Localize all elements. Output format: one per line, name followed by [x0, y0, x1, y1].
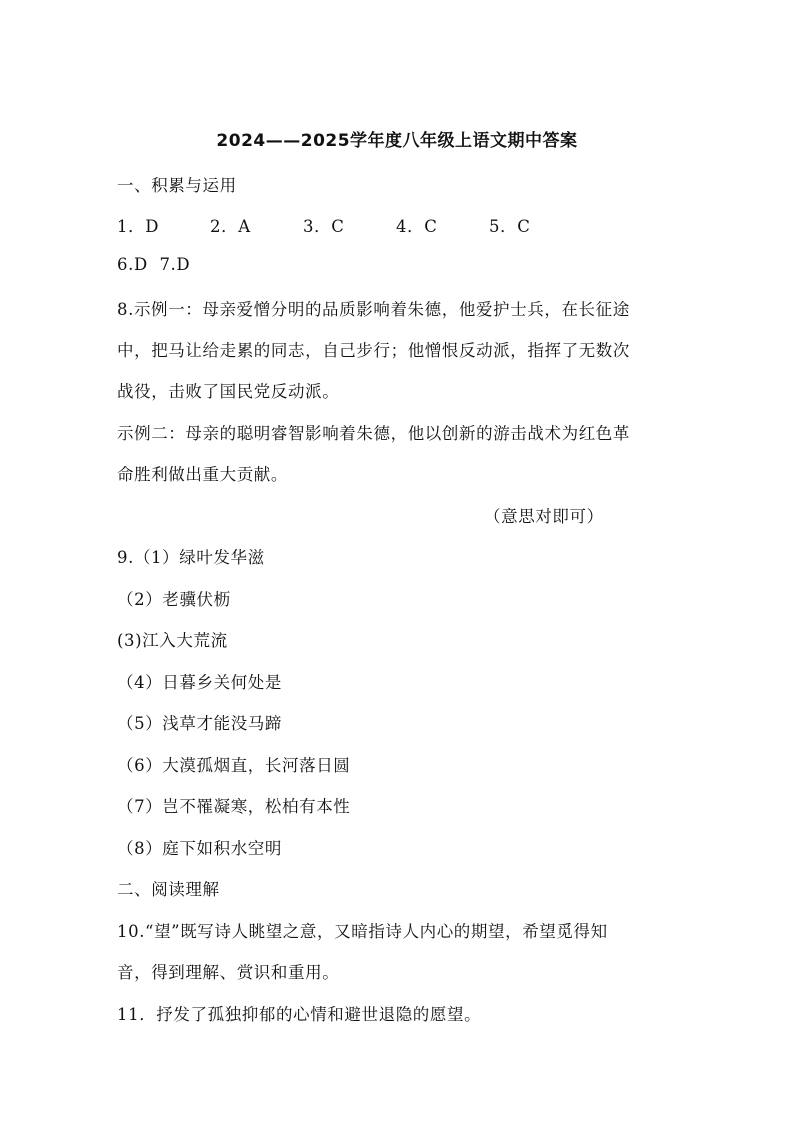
- answer-1: 1．D: [117, 217, 160, 236]
- document-title: 2024——2025学年度八年级上语文期中答案: [216, 131, 578, 151]
- q8-note: （意思对即可）: [484, 507, 604, 526]
- mcq-answers-row-2: 6.D 7.D: [117, 255, 191, 274]
- answer-3: 3．C: [303, 217, 345, 236]
- q9-item-5: （5）浅草才能没马蹄: [117, 714, 282, 733]
- section-heading-2: 二、阅读理解: [117, 880, 220, 899]
- q9-item-3: (3)江入大荒流: [117, 631, 228, 650]
- q8-line-4: 示例二：母亲的聪明睿智影响着朱德，他以创新的游击战术为红色革: [117, 424, 630, 443]
- section-heading-1: 一、积累与运用: [117, 176, 237, 195]
- mcq-answers-row: [117, 213, 582, 237]
- q9-item-2: （2）老骥伏枥: [117, 590, 231, 609]
- q9-item-1: 9.（1）绿叶发华滋: [117, 548, 265, 567]
- q10-line-1: 10.“望”既写诗人眺望之意，又暗指诗人内心的期望，希望觅得知: [117, 922, 608, 941]
- q10-line-2: 音，得到理解、赏识和重用。: [117, 963, 340, 982]
- q9-item-8: （8）庭下如积水空明: [117, 839, 282, 858]
- answer-4: 4．C: [396, 217, 438, 236]
- q8-line-2: 中，把马让给走累的同志，自己步行；他憎恨反动派，指挥了无数次: [117, 341, 630, 360]
- answer-2: 2．A: [210, 217, 251, 236]
- q8-line-3: 战役，击败了国民党反动派。: [117, 382, 340, 401]
- q8-line-1: 8.示例一：母亲爱憎分明的品质影响着朱德，他爱护士兵，在长征途: [117, 300, 630, 319]
- q9-item-4: （4）日暮乡关何处是: [117, 673, 282, 692]
- q8-line-5: 命胜利做出重大贡献。: [117, 465, 288, 484]
- q9-item-7: （7）岂不罹凝寒，松柏有本性: [117, 797, 351, 816]
- answer-5: 5．C: [489, 217, 531, 236]
- q9-item-6: （6）大漠孤烟直，长河落日圆: [117, 756, 351, 775]
- q11-line: 11．抒发了孤独抑郁的心情和避世退隐的愿望。: [117, 1005, 482, 1024]
